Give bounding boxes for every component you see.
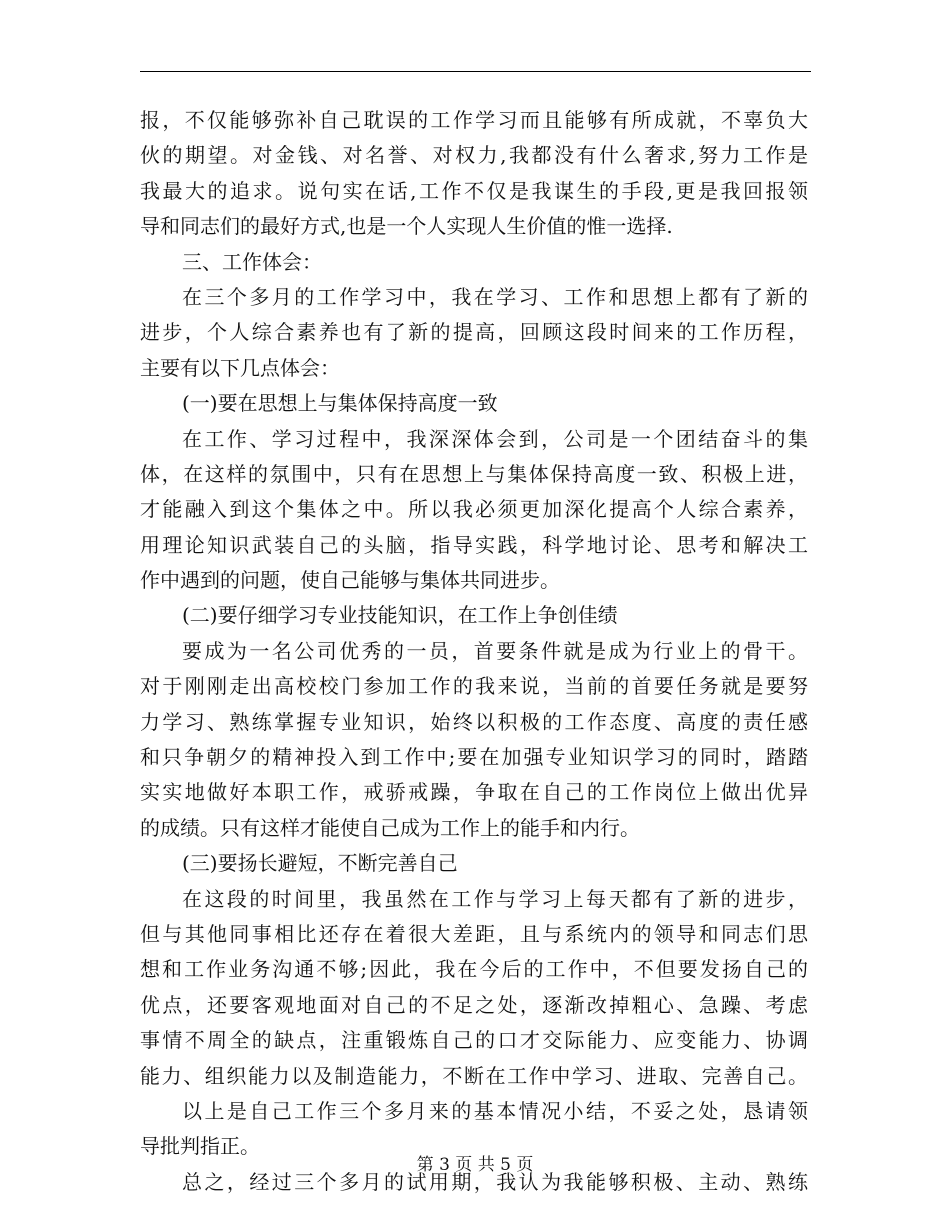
text-line: 在这段的时间里，我虽然在工作与学习上每天都有了新的进步， [182,886,808,911]
text-line: 用理论知识武装自己的头脑，指导实践，科学地讨论、思考和解决工 [140,532,808,557]
text-line: 作中遇到的问题，使自己能够与集体共同进步。 [140,568,560,593]
text-line: 我最大的追求。说句实在话,工作不仅是我谋生的手段,更是我回报领 [140,178,808,203]
text-line: 能力、组织能力以及制造能力，不断在工作中学习、进取、完善自己。 [140,1063,808,1088]
text-line: 才能融入到这个集体之中。所以我必须更加深化提高个人综合素养， [140,497,808,522]
text-line: 导批判指正。 [140,1134,260,1159]
text-line: 在工作、学习过程中，我深深体会到，公司是一个团结奋斗的集 [182,426,808,451]
text-line: 但与其他同事相比还存在着很大差距，且与系统内的领导和同志们思 [140,921,808,946]
text-line: 报，不仅能够弥补自己耽误的工作学习而且能够有所成就，不辜负大 [140,108,808,132]
document-body [140,103,808,1200]
text-line: 和只争朝夕的精神投入到工作中;要在加强专业知识学习的同时，踏踏 [140,745,808,770]
text-line: 力学习、熟练掌握专业知识，始终以积极的工作态度、高度的责任感 [140,709,808,734]
text-line: 对于刚刚走出高校校门参加工作的我来说，当前的首要任务就是要努 [140,674,808,699]
text-line: 导和同志们的最好方式,也是一个人实现人生价值的惟一选择. [140,214,673,239]
header-rule [140,71,811,72]
page-number: 第 3 页 共 5 页 [416,1155,534,1175]
section-heading: 三、工作体会： [182,249,322,274]
text-line: 总之，经过三个多月的试用期，我认为我能够积极、主动、熟练 [182,1169,808,1194]
text-line: 要成为一名公司优秀的一员，首要条件就是成为行业上的骨干。 [182,638,808,663]
text-line: 实实地做好本职工作，戒骄戒躁，争取在自己的工作岗位上做出优异 [140,780,808,805]
text-line: 优点，还要客观地面对自己的不足之处，逐渐改掉粗心、急躁、考虑 [140,992,808,1017]
text-line: 伙的期望。对金钱、对名誉、对权力,我都没有什么奢求,努力工作是 [140,143,808,168]
subsection-heading: (二)要仔细学习专业技能知识，在工作上争创佳绩 [182,603,618,628]
text-line: 进步，个人综合素养也有了新的提高，回顾这段时间来的工作历程， [140,320,808,345]
text-line: 主要有以下几点体会： [140,355,340,380]
text-line: 想和工作业务沟通不够;因此，我在今后的工作中，不但要发扬自己的 [140,957,808,982]
text-line: 的成绩。只有这样才能使自己成为工作上的能手和内行。 [140,815,640,840]
text-line: 体，在这样的氛围中，只有在思想上与集体保持高度一致、积极上进， [140,461,808,486]
subsection-heading: (一)要在思想上与集体保持高度一致 [182,391,498,416]
subsection-heading: (三)要扬长避短，不断完善自己 [182,851,458,876]
text-line: 事情不周全的缺点，注重锻炼自己的口才交际能力、应变能力、协调 [140,1028,808,1053]
text-line: 在三个多月的工作学习中，我在学习、工作和思想上都有了新的 [182,284,808,309]
text-line: 以上是自己工作三个多月来的基本情况小结，不妥之处，恳请领 [182,1098,808,1123]
